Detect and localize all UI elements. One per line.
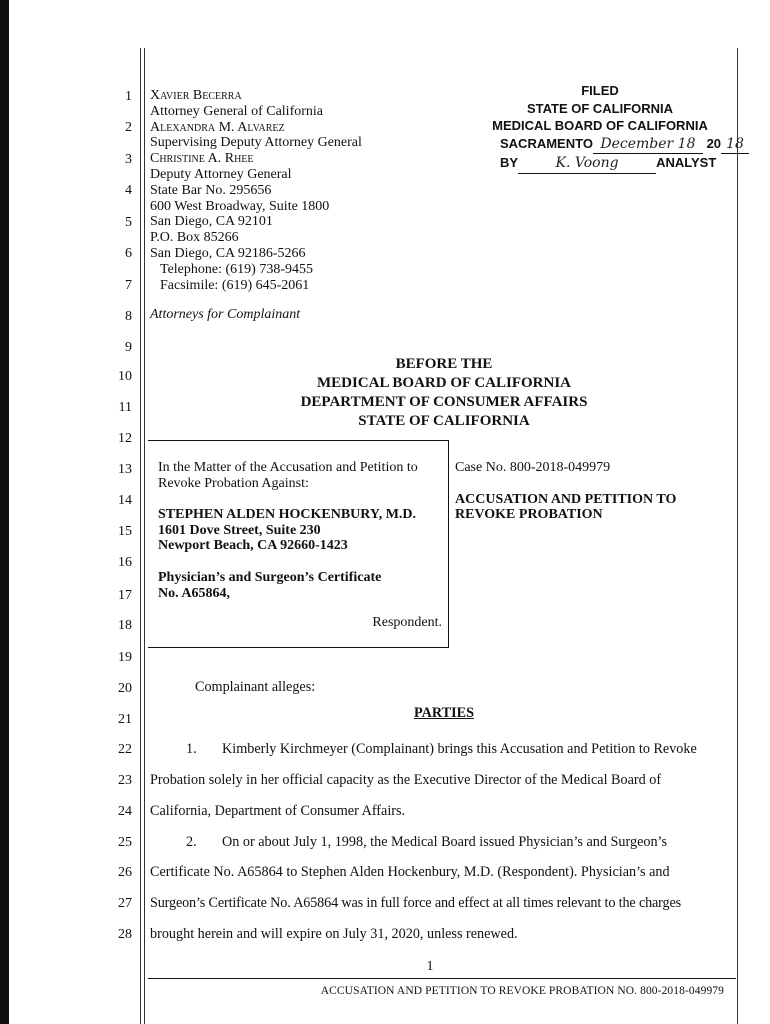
paragraph-line: On or about July 1, 1998, the Medical Board issued Physician’s and Surgeon’s bbox=[222, 834, 668, 850]
line-number: 11 bbox=[118, 400, 132, 415]
line-number: 24 bbox=[118, 804, 132, 819]
paragraph-line: brought herein and will expire on July 31, 2020, unless renewed. bbox=[150, 926, 518, 942]
line-number: 16 bbox=[118, 555, 132, 570]
attorney-name: Alexandra M. Alvarez bbox=[150, 119, 285, 135]
by-label: BY bbox=[500, 155, 519, 170]
year-prefix: 20 bbox=[706, 135, 722, 151]
facsimile: Facsimile: (619) 645-2061 bbox=[160, 277, 310, 293]
line-number: 23 bbox=[118, 773, 132, 788]
line-number: 20 bbox=[118, 681, 132, 696]
document-title: ACCUSATION AND PETITION TO bbox=[455, 491, 677, 507]
filed-stamp bbox=[486, 82, 744, 174]
body-intro: Complainant alleges: bbox=[195, 679, 316, 695]
attorney-name: Christine A. Rhee bbox=[150, 151, 254, 167]
tribunal-line: BEFORE THE bbox=[395, 356, 493, 372]
tribunal-title bbox=[150, 355, 738, 431]
attorney-title: Deputy Attorney General bbox=[150, 166, 292, 182]
filed-stamp-line: STATE OF CALIFORNIA bbox=[526, 100, 674, 116]
line-number: 14 bbox=[118, 493, 132, 508]
line-number: 5 bbox=[125, 215, 132, 230]
page-number: 1 bbox=[426, 959, 434, 974]
line-number: 26 bbox=[118, 865, 132, 880]
paragraph-line: Probation solely in her official capacity as the Executive Director of the Medical Board of bbox=[150, 772, 662, 788]
handwritten-analyst-name: K. Voong bbox=[518, 155, 656, 174]
line-number: 25 bbox=[118, 835, 132, 850]
line-number: 18 bbox=[118, 618, 132, 633]
respondent-address: Newport Beach, CA 92660-1423 bbox=[158, 538, 348, 554]
line-number: 2 bbox=[125, 120, 132, 135]
footer-rule bbox=[148, 978, 736, 979]
matter-line: Revoke Probation Against: bbox=[158, 475, 309, 491]
attorneys-for: Attorneys for Complainant bbox=[150, 307, 301, 323]
matter-line: In the Matter of the Accusation and Petition to bbox=[158, 460, 418, 475]
line-number: 22 bbox=[118, 742, 132, 757]
address-line: 600 West Broadway, Suite 1800 bbox=[150, 198, 330, 214]
address-line: San Diego, CA 92186-5266 bbox=[150, 245, 306, 261]
tribunal-line: MEDICAL BOARD OF CALIFORNIA bbox=[316, 375, 572, 391]
analyst-label: ANALYST bbox=[656, 155, 717, 170]
telephone: Telephone: (619) 738-9455 bbox=[160, 261, 313, 277]
running-footer-title: ACCUSATION AND PETITION TO REVOKE PROBATION NO. 800-2018-049979 bbox=[320, 985, 724, 997]
line-number: 4 bbox=[125, 183, 132, 198]
line-number: 27 bbox=[118, 896, 132, 911]
attorney-name: Xavier Becerra bbox=[150, 88, 242, 103]
line-number: 13 bbox=[118, 462, 132, 477]
attorney-title: Attorney General of California bbox=[150, 103, 323, 119]
certificate-line: Physician’s and Surgeon’s Certificate bbox=[158, 569, 382, 585]
attorney-title: Supervising Deputy Attorney General bbox=[150, 135, 362, 151]
line-number: 12 bbox=[118, 431, 132, 446]
filed-stamp-line: FILED bbox=[581, 83, 619, 98]
paragraph-line: Surgeon’s Certificate No. A65864 was in full force and effect at all times relevant to the charges bbox=[150, 895, 681, 911]
attorney-block bbox=[150, 88, 362, 323]
respondent-address: 1601 Dove Street, Suite 230 bbox=[158, 522, 321, 538]
filed-stamp-by-line bbox=[486, 154, 717, 174]
tribunal-line: DEPARTMENT OF CONSUMER AFFAIRS bbox=[300, 394, 588, 410]
paragraph-number: 1. bbox=[186, 741, 197, 757]
paragraph-number: 2. bbox=[186, 834, 197, 850]
line-number: 9 bbox=[125, 340, 132, 355]
tribunal-line: STATE OF CALIFORNIA bbox=[358, 413, 530, 429]
caption-matter bbox=[158, 460, 443, 601]
right-margin-rule bbox=[737, 48, 738, 1024]
line-number: 28 bbox=[118, 927, 132, 942]
po-box: P.O. Box 85266 bbox=[150, 230, 239, 246]
line-number: 1 bbox=[125, 89, 132, 104]
state-bar-number: State Bar No. 295656 bbox=[150, 182, 272, 198]
line-number: 6 bbox=[125, 246, 132, 261]
respondent-label: Respondent. bbox=[372, 615, 442, 630]
line-number: 10 bbox=[118, 369, 132, 384]
left-margin-rule-inner bbox=[144, 48, 145, 1024]
paragraph-line: Certificate No. A65864 to Stephen Alden Hockenbury, M.D. (Respondent). Physician’s and bbox=[150, 864, 670, 880]
line-number: 3 bbox=[125, 152, 132, 167]
scan-edge-bar bbox=[0, 0, 9, 1024]
handwritten-date: December 18 bbox=[593, 136, 703, 155]
left-margin-rule bbox=[140, 48, 141, 1024]
certificate-line: No. A65864, bbox=[158, 585, 230, 601]
case-number: Case No. 800-2018-049979 bbox=[455, 460, 611, 475]
line-number: 8 bbox=[125, 309, 132, 324]
paragraph-line: California, Department of Consumer Affairs. bbox=[150, 803, 406, 819]
address-line: San Diego, CA 92101 bbox=[150, 214, 273, 230]
handwritten-year: 18 bbox=[721, 136, 749, 155]
caption-bottom-rule bbox=[148, 647, 448, 648]
sacramento-label: SACRAMENTO bbox=[500, 135, 593, 151]
caption-right bbox=[455, 460, 735, 523]
respondent-name: STEPHEN ALDEN HOCKENBURY, M.D. bbox=[158, 507, 417, 523]
line-number: 15 bbox=[118, 524, 132, 539]
line-number: 19 bbox=[118, 650, 132, 665]
filed-stamp-line: MEDICAL BOARD OF CALIFORNIA bbox=[492, 118, 708, 133]
document-title: REVOKE PROBATION bbox=[455, 507, 603, 523]
line-number: 17 bbox=[118, 588, 132, 603]
paragraph-line: Kimberly Kirchmeyer (Complainant) brings this Accusation and Petition to Revoke bbox=[222, 741, 697, 757]
line-number: 7 bbox=[125, 278, 132, 293]
line-number: 21 bbox=[118, 712, 132, 727]
filed-stamp-date-line bbox=[486, 135, 744, 155]
section-heading: PARTIES bbox=[414, 705, 474, 721]
